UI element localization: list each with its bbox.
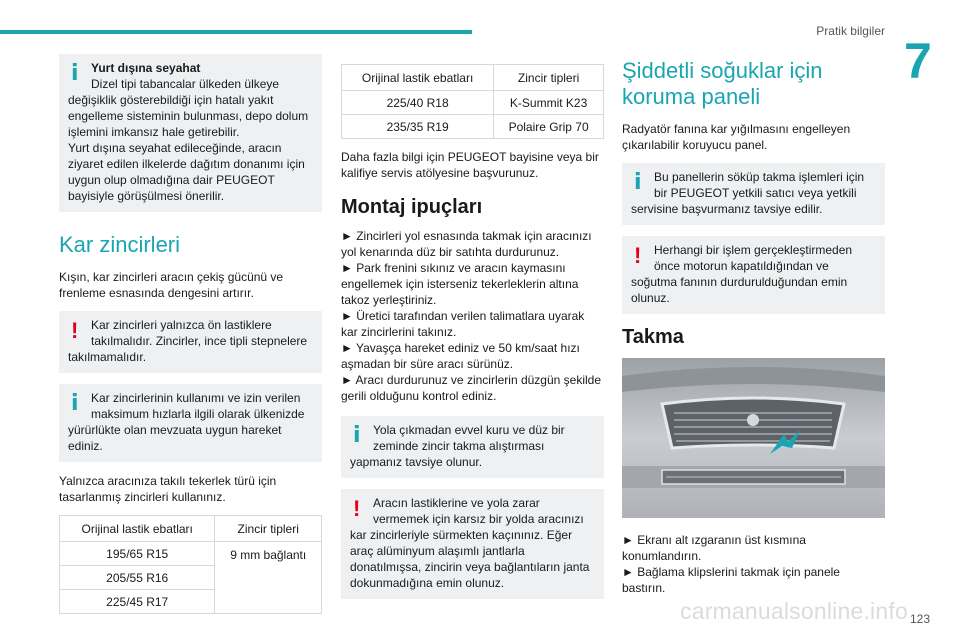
box-text: takılmamalıdır. [68, 350, 147, 364]
table-cell: 9 mm bağlantı [215, 542, 322, 614]
paragraph: Kışın, kar zincirleri aracın çekiş gücünü ve frenleme esnasında dengesini artırır. [59, 270, 284, 300]
watermark: carmanualsonline.info [680, 598, 908, 624]
warning-icon: ! [353, 496, 361, 521]
box-text: yürürlükte olan mevzuata uygun hareket ediniz. [68, 423, 282, 453]
box-heading: Yurt dışına seyahat [91, 61, 201, 75]
warning-box [59, 311, 322, 373]
column-right [622, 54, 885, 596]
box-text: Kar zincirleri yalnızca ön lastiklere takılmalıdır. Zincirler, ince tipli stepnelere [91, 318, 308, 348]
info-box-travel [59, 54, 322, 212]
step: ► Üretici tarafından verilen talimatlara uyarak kar zincirlerini takınız. [341, 309, 585, 339]
box-text: Kar zincirlerinin kullanımı ve izin verilen maksimum hızlarla ilgili olarak ülkenizde [91, 391, 305, 421]
paragraph: Yalnızca aracınıza takılı tekerlek türü için tasarlanmış zincirleri kullanınız. [59, 474, 277, 504]
tyre-chain-table [59, 515, 322, 614]
info-icon: i [71, 61, 79, 86]
table-cell: 225/40 R18 [342, 91, 494, 115]
info-box [59, 384, 322, 462]
table-cell: 235/35 R19 [342, 115, 494, 139]
warning-icon: ! [634, 243, 642, 268]
table-header-row [60, 516, 322, 542]
top-accent-bar [0, 30, 472, 34]
info-icon: i [634, 170, 642, 195]
steps-list [622, 532, 885, 596]
table-row [342, 91, 604, 115]
table-cell: Polaire Grip 70 [494, 115, 604, 139]
chapter-number: 7 [904, 33, 932, 89]
info-icon: i [353, 423, 361, 448]
box-text: Herhangi bir işlem gerçekleştirmeden önce motorun kapatıldığından ve [654, 243, 853, 273]
step: ► Park frenini sıkınız ve aracın kaymasını engellemek için isterseniz tekerleklerin altına takoz yerleştiriniz. [341, 261, 579, 307]
box-text: Bu panellerin söküp takma işlemleri için bir PEUGEOT yetkili satıcı veya yetkili [654, 170, 865, 200]
steps-list [341, 228, 604, 404]
table-cell: 225/45 R17 [60, 590, 215, 614]
column-left [59, 54, 322, 614]
paragraph: Radyatör fanına kar yığılmasını engelleyen çıkarılabilir koruyucu panel. [622, 122, 851, 152]
warning-box [341, 489, 604, 599]
box-text: kar zincirleriyle sürmekten kaçınınız. Eğer araç alüminyum alaşımlı jantlarla donatılmışsa, zincirin veya bağlantıların janta dokunmadığına emin olunuz. [350, 528, 590, 590]
step: ► Zincirleri yol esnasında takmak için aracınızı yol kenarında düz bir satıhta durdurunuz. [341, 229, 592, 259]
table-header: Orijinal lastik ebatları [342, 65, 494, 91]
box-text: Dizel tipi tabancalar ülkeden ülkeye [91, 77, 280, 91]
heading-cold-protection: Şiddetli soğuklar için koruma paneli [622, 58, 823, 109]
column-middle [341, 64, 604, 610]
table-row [60, 542, 322, 566]
step: ► Aracı durdurunuz ve zincirlerin düzgün şekilde gerili olduğunu kontrol ediniz. [341, 373, 602, 403]
step: ► Yavaşça hareket ediniz ve 50 km/saat hızı aşmadan bir süre aracı sürünüz. [341, 341, 580, 371]
warning-box [622, 236, 885, 314]
box-text: Yurt dışına seyahat edileceğinde, aracın ziyaret edilen ilkelerde dağıtım donanımı için uygun olup olmadığına dair PEUGEOT bayisiyle görüşülmesi önerilir. [68, 141, 305, 203]
table-header: Orijinal lastik ebatları [60, 516, 215, 542]
section-title: Pratik bilgiler [816, 24, 885, 38]
heading-fitting: Takma [622, 326, 684, 348]
table-header: Zincir tipleri [494, 65, 604, 91]
info-box [622, 163, 885, 225]
box-text: soğutma fanının durdurulduğundan emin olunuz. [631, 275, 848, 305]
paragraph: Daha fazla bilgi için PEUGEOT bayisine veya bir kalifiye servis atölyesine başvurunuz. [341, 150, 599, 180]
table-cell: 195/65 R15 [60, 542, 215, 566]
table-row [342, 115, 604, 139]
step: ► Ekranı alt ızgaranın üst kısmına konumlandırın. [622, 533, 806, 563]
tyre-chain-table [341, 64, 604, 139]
table-cell: 205/55 R16 [60, 566, 215, 590]
heading-fitting-tips: Montaj ipuçları [341, 196, 483, 218]
info-icon: i [71, 391, 79, 416]
warning-icon: ! [71, 318, 79, 343]
car-front-image [622, 358, 885, 518]
table-header-row [342, 65, 604, 91]
info-box [341, 416, 604, 478]
table-cell: K-Summit K23 [494, 91, 604, 115]
box-text: yapmanız tavsiye olunur. [350, 455, 483, 469]
box-text: Aracın lastiklerine ve yola zarar vermemek için karsız bir yolda aracınızı [373, 496, 584, 526]
box-text: servisine başvurmanız tavsiye edilir. [631, 202, 823, 216]
grille-illustration [622, 358, 885, 518]
heading-snow-chains: Kar zincirleri [59, 232, 181, 257]
table-header: Zincir tipleri [215, 516, 322, 542]
box-text: Yola çıkmadan evvel kuru ve düz bir zeminde zincir takma alıştırması [373, 423, 565, 453]
page-number: 123 [909, 612, 930, 626]
box-text: değişiklik gösterebildiği için hatalı yakıt engelleme sisteminin bulunması, depo dolum işlemini imkansız hale getirebilir. [68, 93, 309, 139]
step: ► Bağlama klipslerini takmak için panele bastırın. [622, 565, 840, 595]
